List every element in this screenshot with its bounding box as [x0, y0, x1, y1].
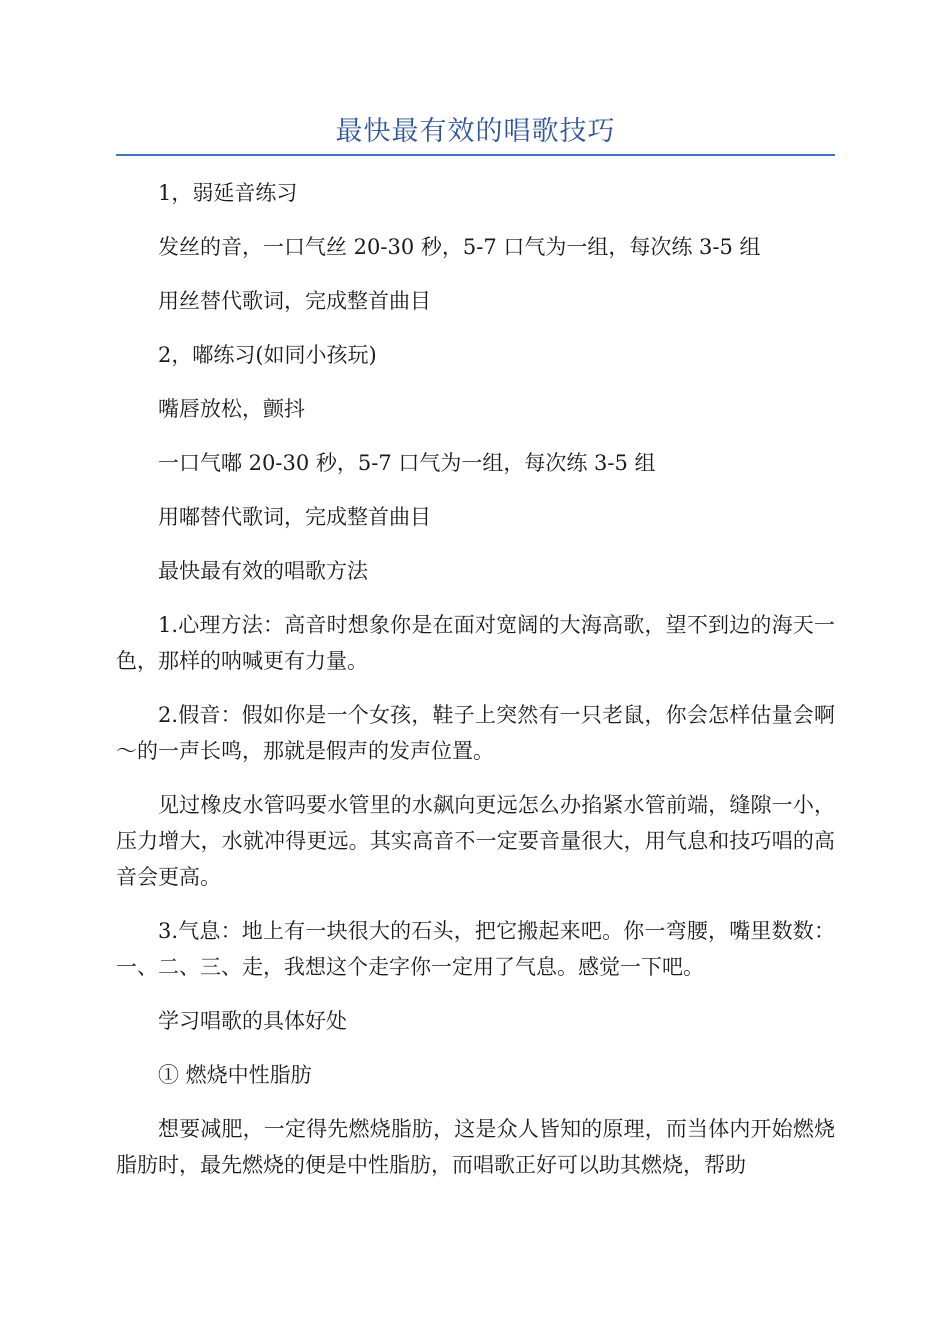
document-title: 最快最有效的唱歌技巧 [335, 116, 616, 147]
section-heading: 最快最有效的唱歌方法 [158, 559, 368, 583]
paragraph: 用嘟替代歌词，完成整首曲目 [158, 505, 431, 529]
paragraph: 见过橡皮水管吗要水管里的水飙向更远怎么办掐紧水管前端，缝隙一小，压力增大，水就冲得更远。其实高音不一定要音量很大，用气息和技巧唱的高音会更高。 [116, 793, 835, 889]
paragraph: 1.心理方法：高音时想象你是在面对宽阔的大海高歌，望不到边的海天一色，那样的呐喊更有力量。 [116, 613, 835, 673]
document-body [116, 175, 835, 1183]
paragraph: 1，弱延音练习 [158, 181, 298, 205]
paragraph: 2，嘟练习(如同小孩玩) [158, 343, 377, 367]
paragraph: 2.假音：假如你是一个女孩，鞋子上突然有一只老鼠，你会怎样估量会啊～的一声长鸣，那就是假声的发声位置。 [116, 703, 835, 763]
paragraph: 嘴唇放松，颤抖 [158, 397, 305, 421]
paragraph: 发丝的音，一口气丝 20-30 秒，5-7 口气为一组，每次练 3-5 组 [158, 235, 761, 259]
section-heading: 学习唱歌的具体好处 [158, 1009, 347, 1033]
paragraph: 想要减肥，一定得先燃烧脂肪，这是众人皆知的原理，而当体内开始燃烧脂肪时，最先燃烧的便是中性脂肪，而唱歌正好可以助其燃烧，帮助 [116, 1117, 835, 1177]
title-underline [116, 154, 835, 156]
paragraph: 用丝替代歌词，完成整首曲目 [158, 289, 431, 313]
paragraph: 3.气息：地上有一块很大的石头，把它搬起来吧。你一弯腰，嘴里数数：一、二、三、走，我想这个走字你一定用了气息。感觉一下吧。 [116, 919, 835, 979]
paragraph: ① 燃烧中性脂肪 [158, 1063, 312, 1087]
paragraph: 一口气嘟 20-30 秒，5-7 口气为一组，每次练 3-5 组 [158, 451, 656, 475]
